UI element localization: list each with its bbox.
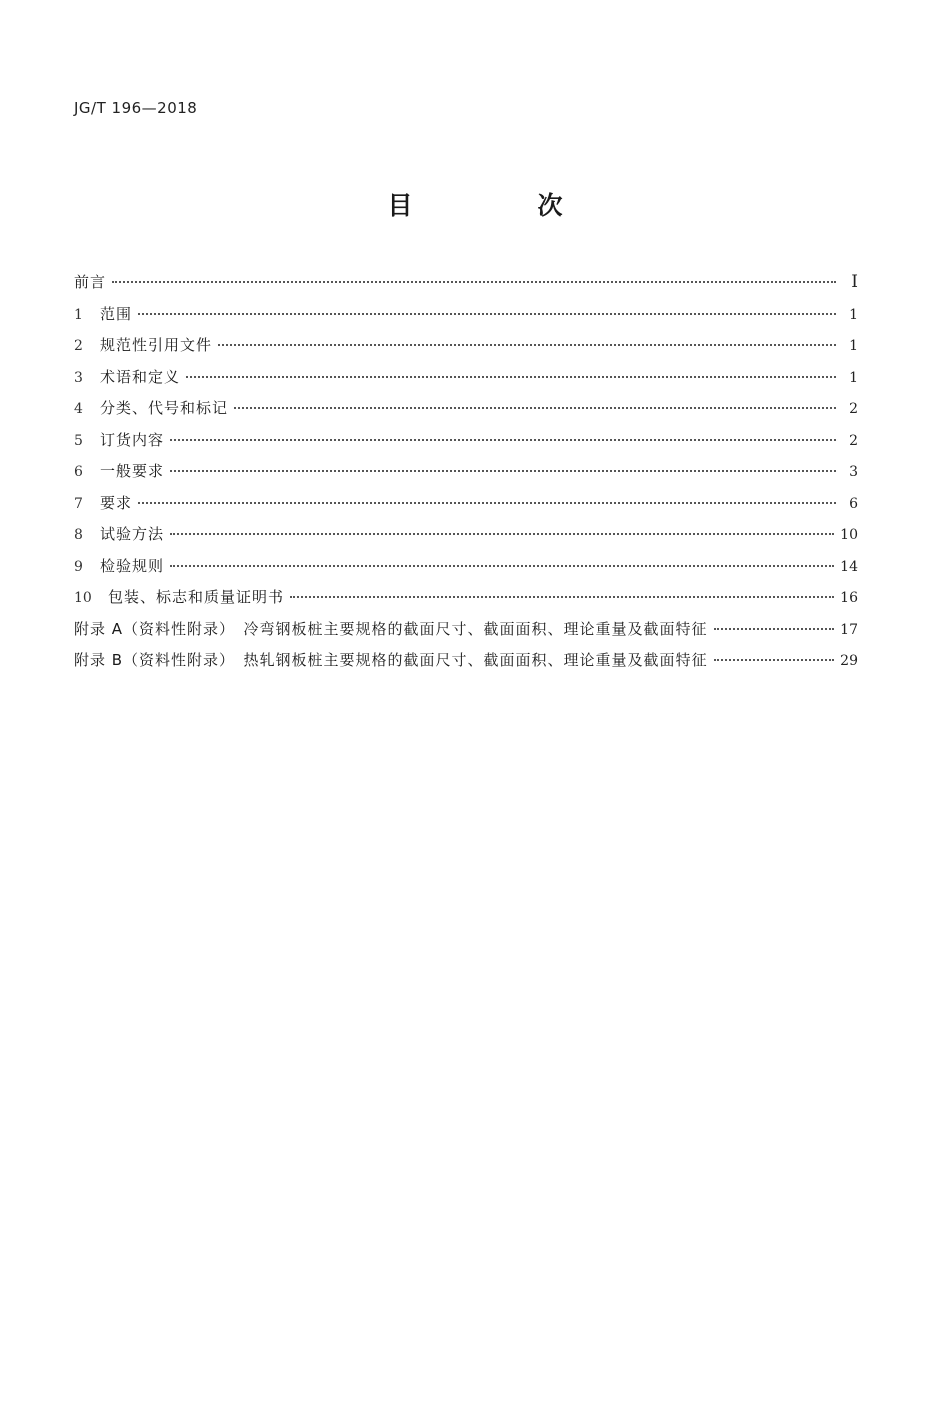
- toc-entry-label: 术语和定义: [100, 367, 181, 386]
- toc-entry-label: 附录 B（资料性附录） 热轧钢板桩主要规格的截面尺寸、截面面积、理论重量及截面特征: [74, 651, 708, 669]
- toc-entry-label: 规范性引用文件: [100, 336, 213, 354]
- leader-dots: [170, 470, 836, 472]
- toc-entry-5[interactable]: [74, 429, 858, 461]
- leader-dots: [290, 596, 834, 598]
- toc-entry-3[interactable]: [74, 366, 858, 398]
- toc-entry-4[interactable]: [74, 397, 858, 429]
- toc-entry-label: 包装、标志和质量证明书: [108, 588, 285, 606]
- toc-entry-1[interactable]: [74, 303, 858, 335]
- table-of-contents: [74, 271, 858, 681]
- toc-entry-label: 附录 A（资料性附录） 冷弯钢板桩主要规格的截面尺寸、截面面积、理论重量及截面特征: [74, 619, 708, 638]
- toc-entry-page: 1: [849, 306, 858, 323]
- toc-entry-label: 一般要求: [100, 462, 165, 480]
- toc-entry-page: 1: [849, 338, 858, 354]
- toc-entry-page: 29: [840, 653, 858, 669]
- toc-entry-page: 16: [840, 590, 858, 606]
- toc-title: 目 次: [387, 191, 613, 220]
- toc-entry-foreword[interactable]: [74, 271, 858, 303]
- toc-entry-page: 1: [849, 369, 858, 386]
- leader-dots: [234, 407, 836, 409]
- toc-entry-8[interactable]: [74, 523, 858, 555]
- leader-dots: [714, 659, 835, 661]
- toc-entry-page: 17: [840, 621, 858, 638]
- leader-dots: [112, 281, 836, 283]
- toc-entry-number: 10: [74, 590, 92, 606]
- toc-entry-label: 要求: [100, 493, 133, 512]
- leader-dots: [138, 502, 836, 504]
- toc-entry-number: 7: [74, 495, 83, 512]
- leader-dots: [170, 533, 834, 535]
- toc-entry-2[interactable]: [74, 334, 858, 366]
- toc-entry-number: 5: [74, 432, 83, 449]
- toc-entry-9[interactable]: [74, 555, 858, 587]
- toc-entry-number: 3: [74, 369, 83, 386]
- toc-entry-label: 订货内容: [100, 430, 165, 449]
- leader-dots: [218, 344, 836, 346]
- toc-entry-page: I: [851, 272, 858, 292]
- toc-entry-page: 6: [849, 495, 858, 512]
- toc-entry-number: 1: [74, 306, 83, 323]
- leader-dots: [138, 313, 836, 315]
- leader-dots: [170, 439, 836, 441]
- toc-entry-page: 2: [849, 401, 858, 417]
- toc-entry-7[interactable]: [74, 492, 858, 524]
- toc-entry-number: 8: [74, 527, 83, 543]
- toc-entry-label: 试验方法: [100, 525, 165, 543]
- standard-code: JG/T 196—2018: [74, 99, 198, 117]
- toc-entry-number: 9: [74, 558, 83, 575]
- toc-entry-page: 2: [849, 432, 858, 449]
- toc-entry-6[interactable]: [74, 460, 858, 492]
- toc-entry-number: 4: [74, 401, 83, 417]
- toc-entry-number: 6: [74, 464, 83, 480]
- toc-entry-appendix-b[interactable]: [74, 649, 858, 681]
- toc-entry-appendix-a[interactable]: [74, 618, 858, 650]
- leader-dots: [170, 565, 834, 567]
- toc-entry-label: 分类、代号和标记: [100, 399, 229, 417]
- toc-entry-page: 14: [840, 558, 858, 575]
- leader-dots: [714, 628, 835, 630]
- toc-entry-page: 3: [849, 464, 858, 480]
- toc-entry-page: 10: [840, 527, 858, 543]
- leader-dots: [186, 376, 836, 378]
- toc-entry-label: 范围: [100, 304, 133, 323]
- toc-entry-label: 前言: [74, 273, 107, 291]
- toc-entry-label: 检验规则: [100, 556, 165, 575]
- toc-entry-number: 2: [74, 338, 83, 354]
- toc-entry-10[interactable]: [74, 586, 858, 618]
